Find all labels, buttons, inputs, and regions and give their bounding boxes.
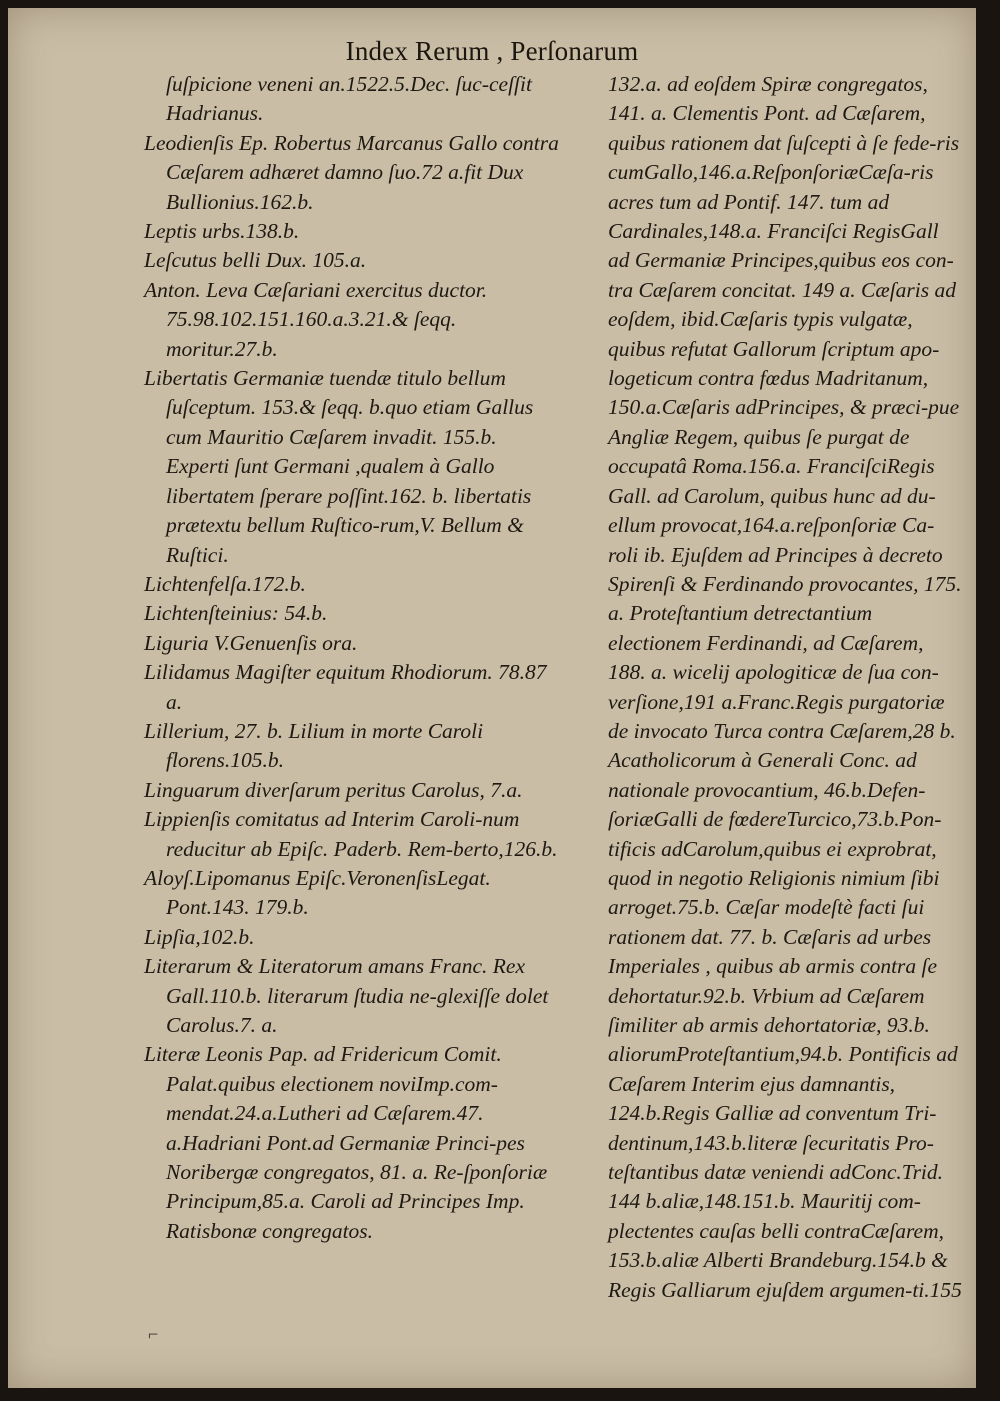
index-entry: Leſcutus belli Dux. 105.a. [144, 248, 367, 273]
index-entry: 132.a. ad eoſdem Spiræ congregatos, 141. a. Clementis Pont. ad Cæſarem, quibus rationem dat ſuſcepti à ſe fede-ris cumGallo,146.a.ReſponſoriæCæſa-ris acres tum ad Pontif. 147. tum ad Cardinales,148.a. Franciſci RegisGall ad Germaniæ Principes,quibus eos con-tra Cæſarem concitat. 149 a. Cæſaris ad eoſdem, ibid.Cæſaris typis vulgatæ, quibus refutat Gallorum ſcriptum apo-logeticum contra fœdus Madritanum, 150.a.Cæſaris adPrincipes, & præci-pue Angliæ Regem, quibus ſe purgat de occupatâ Roma.156.a. FranciſciRegis Gall. ad Carolum, quibus hunc ad du-ellum provocat,164.a.reſponſoriæ Ca-roli ib. Ejuſdem ad Principes à decreto Spirenſi & Ferdinando provocantes, 175. a. Proteſtantium detrectantium electionem Ferdinandi, ad Cæſarem, 188. a. wicelij apologiticæ de ſua con-verſione,191 a.Franc.Regis purgatoriæ de invocato Turca contra Cæſarem,28 b. Acatholicorum à Generali Conc. ad nationale provocantium, 46.b.Defen-ſoriæGalli de fœdereTurcico,73.b.Pon-tificis adCarolum,quibus ei exprobrat, quod in negotio Religionis nimium ſibi arroget.75.b. Cæſar modeſtè facti ſui rationem dat. 77. b. Cæſaris ad urbes Imperiales , quibus ab armis contra ſe dehortatur.92.b. Vrbium ad Cæſarem ſimiliter ab armis dehortatoriæ, 93.b. aliorumProteſtantium,94.b. Pontificis ad Cæſarem Interim ejus damnantis, 124.b.Regis Galliæ ad conventum Tri-dentinum,143.b.literæ ſecuritatis Pro-teſtantibus datæ veniendi adConc.Trid. 144 b.aliæ,148.151.b. Mauritij com-plectentes cauſas belli contraCæſarem, 153.b.aliæ Alberti Brandeburg.154.b & Regis Galliarum ejuſdem argumen-ti.155 [608, 72, 962, 1302]
index-entry: Libertatis Germaniæ tuendæ titulo bellum ſuſceptum. 153.& ſeqq. b.quo etiam Gallus cum Mauritio Cæſarem invadit. 155.b. Experti ſunt Germani ,qualem à Gallo libertatem ſperare poſſint.162. b. libertatis prætextu bellum Ruſtico-rum,V. Bellum & Ruſtici. [144, 366, 534, 567]
right-column [586, 70, 964, 1305]
index-entry: Leptis urbs.138.b. [144, 219, 300, 244]
index-entry: Aloyſ.Lipomanus Epiſc.VeronenſisLegat. Pont.143. 179.b. [144, 865, 491, 920]
running-header: Index Rerum , Perſonarum [345, 36, 639, 66]
index-entry: Lippienſis comitatus ad Interim Caroli-num reducitur ab Epiſc. Paderb. Rem-berto,126.b. [144, 807, 558, 861]
index-entry: Lilidamus Magiſter equitum Rhodiorum. 78.87 a. [144, 660, 547, 714]
index-entry: Leodienſis Ep. Robertus Marcanus Gallo contra Cæſarem adhæret damno ſuo.72 a.fit Dux Bullionius.162.b. [144, 130, 559, 214]
index-entry: Lipſia,102.b. [144, 924, 255, 949]
index-entry: Lillerium, 27. b. Lilium in morte Caroli florens.105.b. [144, 718, 484, 773]
index-entry: ſuſpicione veneni an.1522.5.Dec. ſuc-ceſſit Hadrianus. [166, 72, 532, 126]
margin-mark: ⌐ [148, 1324, 159, 1344]
book-page [8, 8, 976, 1388]
index-entry: Lichtenſteinius: 54.b. [144, 601, 328, 626]
index-entry: Lichtenfelſa.172.b. [144, 571, 306, 596]
index-entry: Linguarum diverſarum peritus Carolus, 7.a. [144, 777, 523, 802]
index-entry: Literarum & Literatorum amans Franc. Rex Gall.110.b. literarum ſtudia ne-glexiſſe dolet Carolus.7. a. [144, 954, 549, 1037]
index-entry: Anton. Leva Cæſariani exercitus ductor. 75.98.102.151.160.a.3.21.& ſeqq. moritur.27.b. [144, 277, 488, 361]
index-entry: Liguria V.Genuenſis ora. [144, 630, 358, 655]
left-column [144, 70, 562, 1246]
index-entry: Literæ Leonis Pap. ad Fridericum Comit. Palat.quibus electionem noviImp.com-mendat.24.a.Lutheri ad Cæſarem.47. a.Hadriani Pont.ad Germaniæ Princi-pes Noribergæ congregatos, 81. a. Re-ſponſoriæ Principum,85.a. Caroli ad Principes Imp. Ratisbonæ congregatos. [144, 1042, 548, 1243]
